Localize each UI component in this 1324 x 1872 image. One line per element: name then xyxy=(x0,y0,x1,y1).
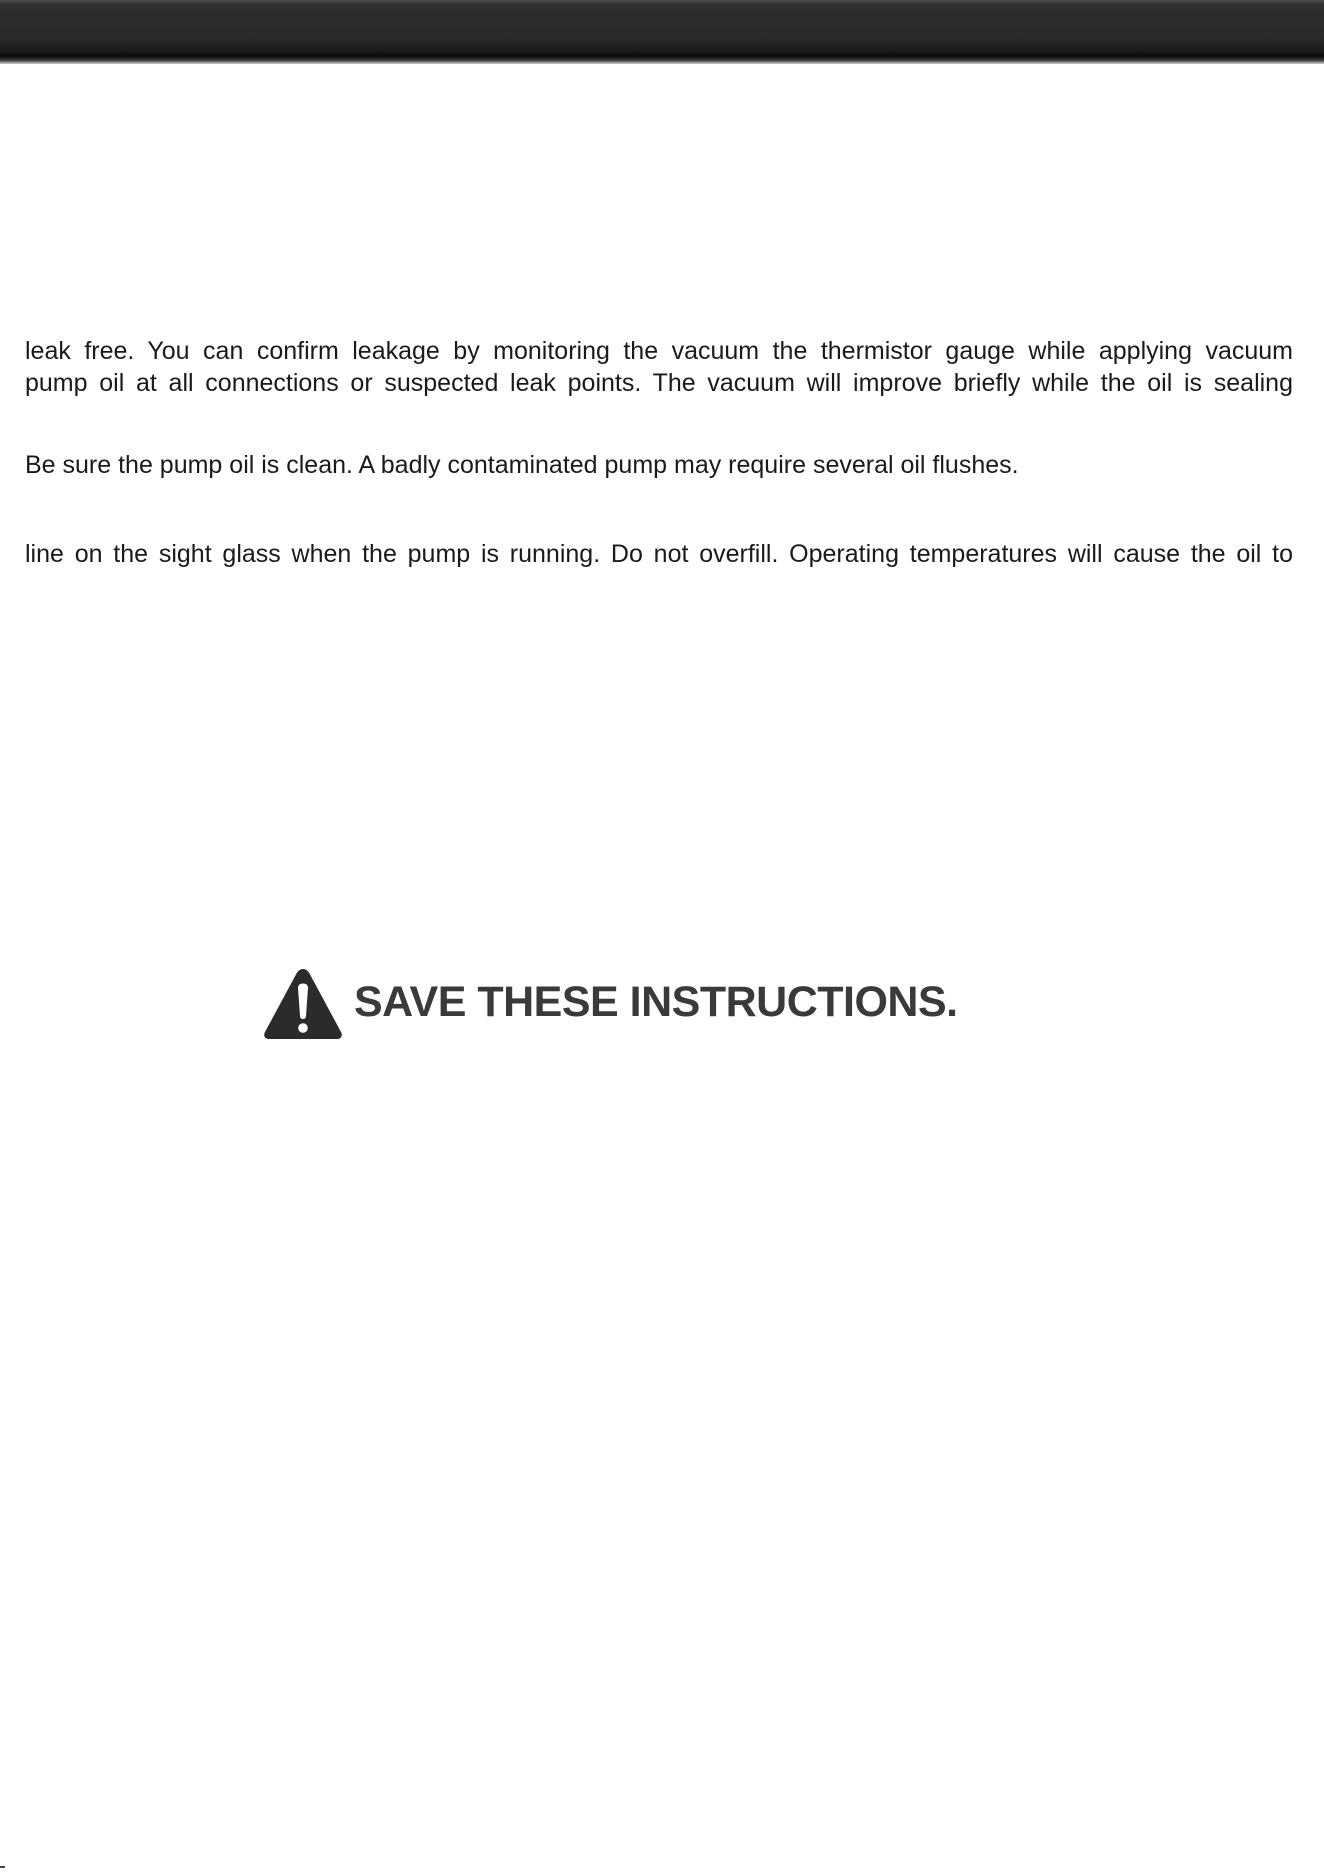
text-line: leak free. You can confirm leakage by monitoring the vacuum the thermistor gauge while applying vacuum xyxy=(25,337,1293,365)
page-corner-mark xyxy=(0,1866,5,1868)
text-line: line on the sight glass when the pump is running. Do not overfill. Operating temperatures will cause the oil to xyxy=(25,540,1293,568)
header-bar xyxy=(0,0,1324,64)
notice-text: SAVE THESE INSTRUCTIONS. xyxy=(354,977,958,1026)
paragraph-leak-check xyxy=(25,336,1293,399)
warning-triangle-icon xyxy=(262,966,344,1042)
text-line: pump oil at all connections or suspected leak points. The vacuum will improve briefly while the oil is sealing xyxy=(25,368,1293,397)
save-instructions-notice xyxy=(262,966,958,1042)
text-line: Be sure the pump oil is clean. A badly contaminated pump may require several oil flushes. xyxy=(25,451,1019,479)
paragraph-oil-clean xyxy=(25,450,1293,482)
paragraph-sight-glass xyxy=(25,539,1293,571)
